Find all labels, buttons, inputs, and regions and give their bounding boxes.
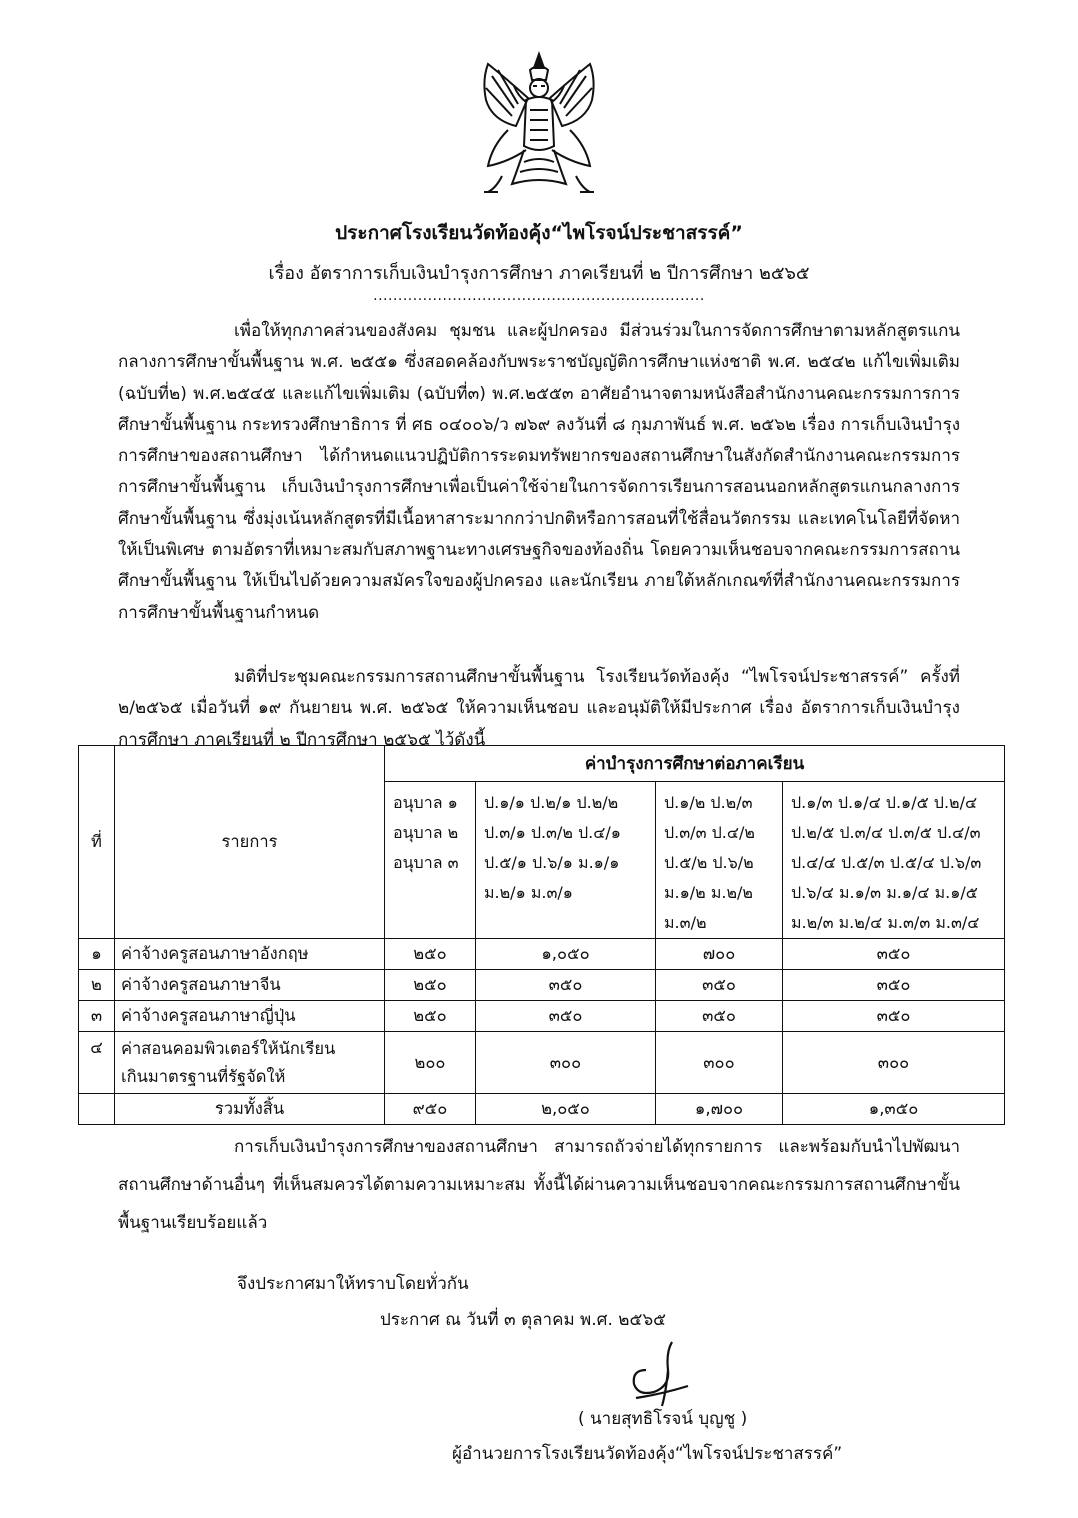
date-line: ประกาศ ณ วันที่ ๓ ตุลาคม พ.ศ. ๒๕๖๕ — [380, 1310, 666, 1330]
table-row: ๒ ค่าจ้างครูสอนภาษาจีน ๒๕๐ ๓๕๐ ๓๕๐ ๓๕๐ — [79, 970, 1005, 1001]
garuda-emblem — [468, 50, 610, 198]
table-row: ๓ ค่าจ้างครูสอนภาษาญี่ปุ่น ๒๕๐ ๓๕๐ ๓๕๐ ๓๕๐ — [79, 1001, 1005, 1032]
signature-mark — [612, 1340, 702, 1410]
announce-line: จึงประกาศมาให้ทราบโดยทั่วกัน — [237, 1274, 469, 1294]
header-fee-per-semester: ค่าบำรุงการศึกษาต่อภาคเรียน — [385, 746, 1005, 782]
body-paragraph-3: การเก็บเงินบำรุงการศึกษาของสถานศึกษา สามารถถัวจ่ายได้ทุกรายการ และพร้อมกับนำไปพัฒนาสถานศึกษาด้านอื่นๆ ที่เห็นสมควรได้ตามความเหมาะสม ทั้งนี้ได้ผ่านความเห็นชอบจากคณะกรรมการสถานศึกษาขั้นพื้นฐานเรียบร้อยแล้ว — [118, 1137, 960, 1233]
signer-name: ( นายสุทธิโรจน์ บุญชู ) — [578, 1409, 748, 1429]
header-no: ที่ — [79, 746, 115, 939]
signer-position: ผู้อำนวยการโรงเรียนวัดท้องคุ้ง“ไพโรจน์ประชาสรรค์” — [452, 1444, 843, 1464]
header-item: รายการ — [115, 746, 385, 939]
separator-dots: ................................................................... — [373, 288, 705, 304]
fee-table — [78, 745, 1005, 1125]
grade-group-4: ป.๑/๓ ป.๑/๔ ป.๑/๕ ป.๒/๔ ป.๒/๕ ป.๓/๔ ป.๓/๕ ป.๔/๓ ป.๔/๔ ป.๕/๓ ป.๕/๔ ป.๖/๓ ป.๖/๔ ม.๑/๓ ม.๑/๔ ม.๑/๕ ม.๒/๓ ม.๒/๔ ม.๓/๓ ม.๓/๔ — [783, 782, 1005, 939]
announcement-subject: เรื่อง อัตราการเก็บเงินบำรุงการศึกษา ภาคเรียนที่ ๒ ปีการศึกษา ๒๕๖๕ — [268, 263, 810, 284]
grade-group-1: อนุบาล ๑ อนุบาล ๒ อนุบาล ๓ — [385, 782, 476, 939]
grade-group-3: ป.๑/๒ ป.๒/๓ ป.๓/๓ ป.๔/๒ ป.๕/๒ ป.๖/๒ ม.๑/๒ ม.๒/๒ ม.๓/๒ — [656, 782, 783, 939]
grade-group-2: ป.๑/๑ ป.๒/๑ ป.๒/๒ ป.๓/๑ ป.๓/๒ ป.๔/๑ ป.๕/๑ ป.๖/๑ ม.๑/๑ ม.๒/๑ ม.๓/๑ — [476, 782, 656, 939]
body-paragraph-1: เพื่อให้ทุกภาคส่วนของสังคม ชุมชน และผู้ปกครอง มีส่วนร่วมในการจัดการศึกษาตามหลักสูตรแกนกลางการศึกษาขั้นพื้นฐาน พ.ศ. ๒๕๕๑ ซึ่งสอดคล้องกับพระราชบัญญัติการศึกษาแห่งชาติ พ.ศ. ๒๕๔๒ แก้ไขเพิ่มเติม (ฉบับที่๒) พ.ศ.๒๕๔๕ และแก้ไขเพิ่มเติม (ฉบับที่๓) พ.ศ.๒๕๕๓ อาศัยอำนาจตามหนังสือสำนักงานคณะกรรมการการศึกษาขั้นพื้นฐาน กระทรวงศึกษาธิการ ที่ ศธ ๐๔๐๐๖/ว ๗๖๙ ลงวันที่ ๘ กุมภาพันธ์ พ.ศ. ๒๕๖๒ เรื่อง การเก็บเงินบำรุงการศึกษาของสถานศึกษา ได้กำหนดแนวปฏิบัติการระดมทรัพยากรของสถานศึกษาในสังกัดสำนักงานคณะกรรมการการศึกษาขั้นพื้นฐาน เก็บเงินบำรุงการศึกษาเพื่อเป็นค่าใช้จ่ายในการจัดการเรียนการสอนนอกหลักสูตรแกนกลางการศึกษาขั้นพื้นฐาน ซึ่งมุ่งเน้นหลักสูตรที่มีเนื้อหาสาระมากกว่าปกติหรือการสอนที่ใช้สื่อนวัตกรรม และเทคโนโลยีที่จัดหาให้เป็นพิเศษ ตามอัตราที่เหมาะสมกับสภาพฐานะทางเศรษฐกิจของท้องถิ่น โดยความเห็นชอบจากคณะกรรมการสถานศึกษาขั้นพื้นฐาน ให้เป็นไปด้วยความสมัครใจของผู้ปกครอง และนักเรียน ภายใต้หลักเกณฑ์ที่สำนักงานคณะกรรมการการศึกษาขั้นพื้นฐานกำหนด — [118, 321, 960, 623]
table-row: ๔ ค่าสอนคอมพิวเตอร์ให้นักเรียน เกินมาตรฐานที่รัฐจัดให้ ๒๐๐ ๓๐๐ ๓๐๐ ๓๐๐ — [79, 1032, 1005, 1094]
body-paragraph-2: มติที่ประชุมคณะกรรมการสถานศึกษาขั้นพื้นฐาน โรงเรียนวัดท้องคุ้ง “ไพโรจน์ประชาสรรค์” ครั้งที่ ๒/๒๕๖๕ เมื่อวันที่ ๑๙ กันยายน พ.ศ. ๒๕๖๕ ให้ความเห็นชอบ และอนุมัติให้มีประกาศ เรื่อง อัตราการเก็บเงินบำรุงการศึกษา ภาคเรียนที่ ๒ ปีการศึกษา ๒๕๖๕ ไว้ดังนี้ — [118, 667, 960, 750]
announcement-title: ประกาศโรงเรียนวัดท้องคุ้ง“ไพโรจน์ประชาสรรค์” — [335, 222, 743, 244]
total-row: รวมทั้งสิ้น ๙๕๐ ๒,๐๕๐ ๑,๗๐๐ ๑,๓๕๐ — [79, 1094, 1005, 1125]
table-row: ๑ ค่าจ้างครูสอนภาษาอังกฤษ ๒๕๐ ๑,๐๕๐ ๗๐๐ ๓๕๐ — [79, 939, 1005, 970]
